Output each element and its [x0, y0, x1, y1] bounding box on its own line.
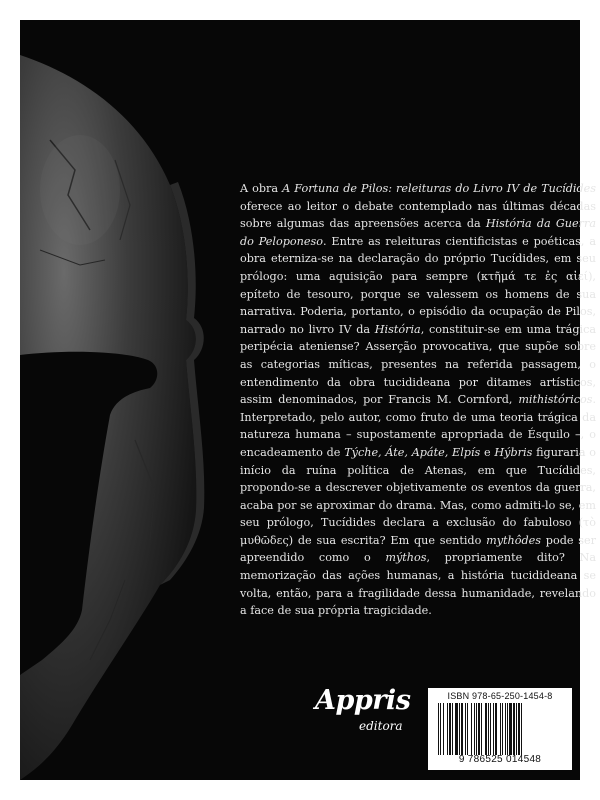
mythos-word: mýthos [385, 551, 427, 565]
blurb-text-2: oferece ao leitor o debate contemplado nas últimas décadas sobre algumas das apreensões acerca da [240, 199, 596, 231]
isbn-number: ISBN 978-65-250-1454-8 [447, 691, 553, 701]
mythodes-word: mythôdes [486, 533, 541, 547]
tyche-words: Týche, Áte, Apáte, Elpís [344, 445, 481, 459]
blurb-text-4: , constituir-se em uma trágica peripécia ateniense? Asserção provocativa, que supõe sobre as categorias míticas, presentes na referida passagem, o entendimento da obra tucidideana por ditames artísticos, assim denominados, por Francis M. Cornford, [240, 322, 597, 407]
blurb-text-9: , propriamente dito? Na memorização das ações humanas, a história tucidideana se volta, então, para a fragilidade dessa humanidade, revelando a face de sua própria tragicidade. [240, 551, 596, 618]
blurb-text-3: . Entre as releituras cientificistas e poéticas, a obra eterniza-se na declaração do próprio Tucídides, em seu prólogo: uma aquisição para sempre (κτῆμά τε ἐς αἰεί), epíteto de tesouro, porque se valessem os homens de sua narrativa. Poderia, portanto, o episódio da ocupação de Pilos, narrado no livro IV da [240, 234, 596, 336]
blurb-text-1: A obra [240, 182, 283, 195]
isbn-barcode [428, 688, 572, 770]
logo-subtitle: editora [359, 719, 403, 733]
blurb-text-8: pode ser apreendido como o [240, 533, 596, 565]
blurb-text-7: figuraria o início da ruína política de Atenas, em que Tucídides, propondo-se a descrever objetivamente os eventos da guerra, acaba por se aproximar do drama. Mas, como admiti-lo se, em seu prólogo, Tucídides declara a exclusão do fabuloso (τὸ μυθῶδες) de sua escrita? Em que sentido [240, 445, 597, 547]
hybris-word: Hýbris [494, 445, 533, 459]
barcode-bars [436, 703, 564, 755]
back-cover-blurb [240, 180, 596, 620]
mithistoricos-word: mithistóricos [518, 393, 593, 407]
appris-logo [315, 685, 415, 755]
logo-name: Appris [315, 685, 411, 716]
barcode-digits: 9 786525 014548 [458, 754, 542, 765]
book-title: A Fortuna de Pilos: releituras do Livro IV de Tucídides [282, 182, 596, 195]
back-cover [20, 20, 597, 780]
spartan-helmet-image [20, 20, 220, 780]
blurb-text-6: e [480, 445, 495, 459]
blurb-text-5: . Interpretado, pelo autor, como fruto de uma teoria trágica da natureza humana – supostamente apropriada de Ésquilo –, o encadeamento de [240, 393, 596, 459]
historia-word: História [374, 322, 421, 336]
history-title: História da Guerra do Peloponeso [240, 217, 596, 248]
